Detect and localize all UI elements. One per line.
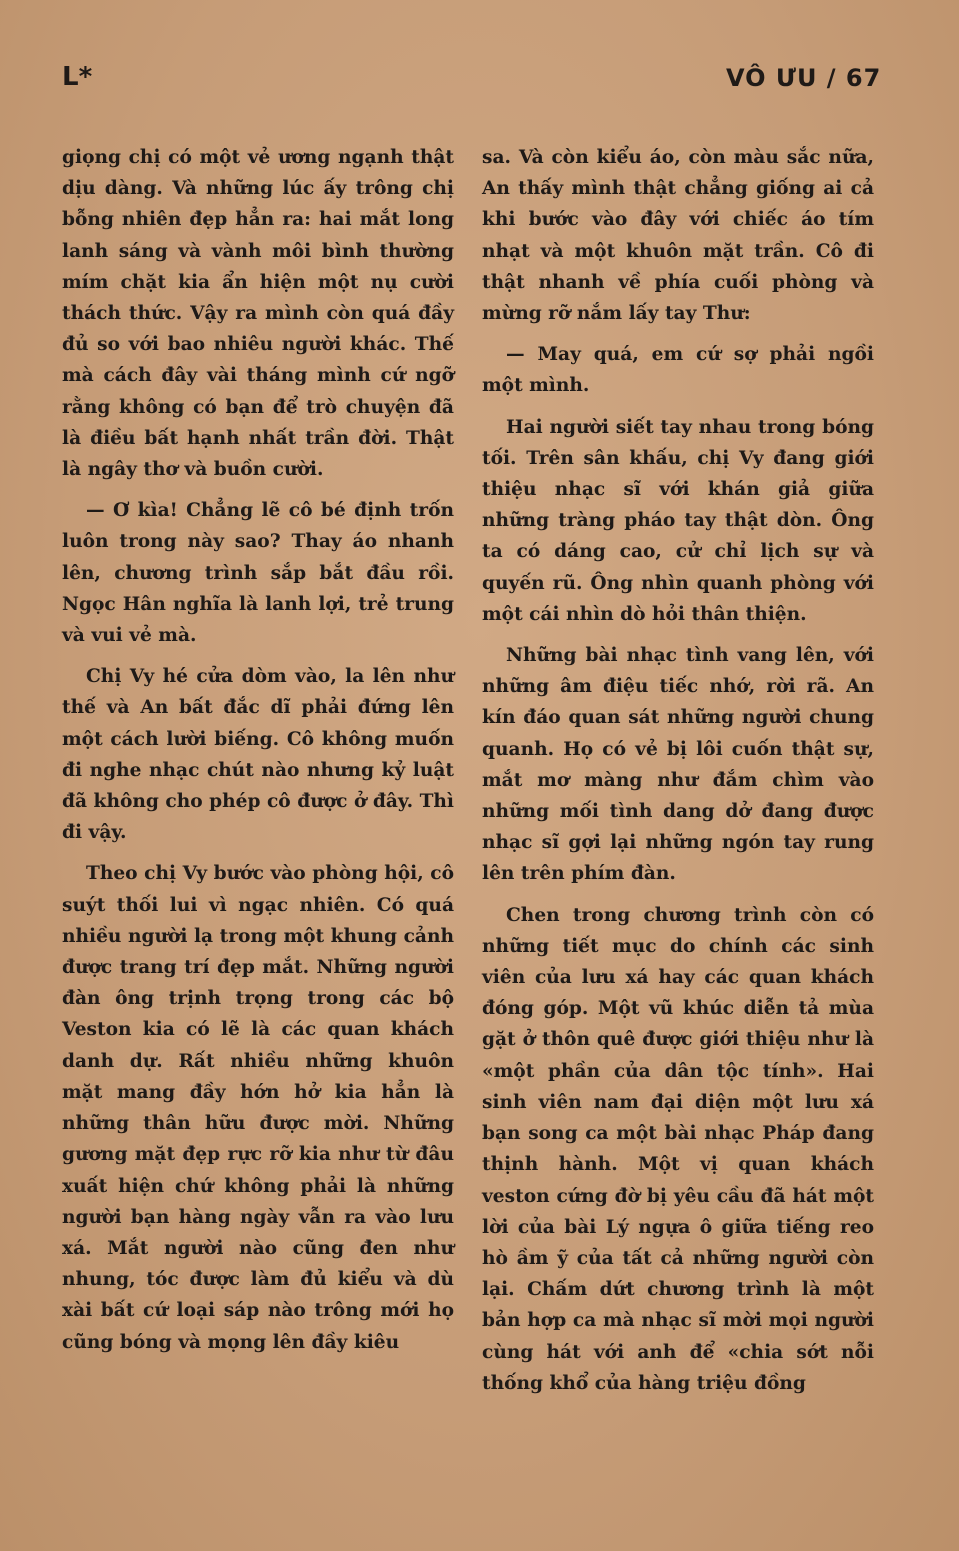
paragraph: Chị Vy hé cửa dòm vào, la lên như thế và An bất đắc dĩ phải đứng lên một cách lười biếng. Cô không muốn đi nghe nhạc chút nào nhưng kỷ luật đã không cho phép cô được ở đây. Thì đi vậy. xyxy=(62,666,454,844)
paragraph: Theo chị Vy bước vào phòng hội, cô suýt thối lui vì ngạc nhiên. Có quá nhiều người lạ trong một khung cảnh được trang trí đẹp mắt. Những người đàn ông trịnh trọng trong các bộ Veston kia có lẽ là các quan khách danh dự. Rất nhiều những khuôn mặt mang đầy hớn hở kia hẳn là những thân hữu được mời. Những gương mặt đẹp rực rỡ kia như từ đâu xuất hiện chứ không phải là những người bạn hàng ngày vẫn ra vào lưu xá. Mắt người nào cũng đen như nhung, tóc được làm đủ kiểu và dù xài bất cứ loại sáp nào trông mới họ cũng bóng và mọng lên đầy kiêu xyxy=(62,863,454,1353)
right-column xyxy=(482,142,874,1409)
dialogue-paragraph: — Ơ kìa! Chẳng lẽ cô bé định trốn luôn trong này sao? Thay áo nhanh lên, chương trình sắp bắt đầu rồi. Ngọc Hân nghĩa là lanh lợi, trẻ trung và vui vẻ mà. xyxy=(62,500,454,647)
running-header: VÔ ƯU / 67 xyxy=(726,64,882,92)
paragraph: giọng chị có một vẻ ương ngạnh thật dịu dàng. Và những lúc ấy trông chị bỗng nhiên đẹp hẳn ra: hai mắt long lanh sáng và vành môi bình thường mím chặt kia ẩn hiện một nụ cười thách thức. Vậy ra mình còn quá đầy đủ so với bao nhiêu người khác. Thế mà cách đây vài tháng mình cứ ngỡ rằng không có bạn để trò chuyện đã là điều bất hạnh nhất trần đời. Thật là ngây thơ và buồn cười. xyxy=(62,147,454,481)
paragraph: sa. Và còn kiểu áo, còn màu sắc nữa, An thấy mình thật chẳng giống ai cả khi bước vào đây với chiếc áo tím nhạt và một khuôn mặt trần. Cô đi thật nhanh về phía cuối phòng và mừng rỡ nắm lấy tay Thư: xyxy=(482,147,874,325)
dialogue-paragraph: — May quá, em cứ sợ phải ngồi một mình. xyxy=(482,344,874,397)
page-mark: L* xyxy=(62,62,93,92)
paragraph: Chen trong chương trình còn có những tiết mục do chính các sinh viên của lưu xá hay các quan khách đóng góp. Một vũ khúc diễn tả mùa gặt ở thôn quê được giới thiệu như là «một phần của dân tộc tính». Hai sinh viên nam đại diện một lưu xá bạn song ca một bài nhạc Pháp đang thịnh hành. Một vị quan khách veston cứng đờ bị yêu cầu đã hát một lời của bài Lý ngựa ô giữa tiếng reo hò ầm ỹ của tất cả những người còn lại. Chấm dứt chương trình là một bản hợp ca mà nhạc sĩ mời mọi người cùng hát với anh để «chia sớt nỗi thống khổ của hàng triệu đồng xyxy=(482,904,874,1394)
paragraph: Hai người siết tay nhau trong bóng tối. Trên sân khấu, chị Vy đang giới thiệu nhạc sĩ với khán giả giữa những tràng pháo tay thật dòn. Ông ta có dáng cao, cử chỉ lịch sự và quyến rũ. Ông nhìn quanh phòng với một cái nhìn dò hỏi thân thiện. xyxy=(482,416,874,625)
paragraph: Những bài nhạc tình vang lên, với những âm điệu tiếc nhớ, rời rã. An kín đáo quan sát những người chung quanh. Họ có vẻ bị lôi cuốn thật sự, mắt mơ màng như đắm chìm vào những mối tình dang dở đang được nhạc sĩ gợi lại những ngón tay rung lên trên phím đàn. xyxy=(482,645,874,885)
left-column xyxy=(62,142,454,1368)
